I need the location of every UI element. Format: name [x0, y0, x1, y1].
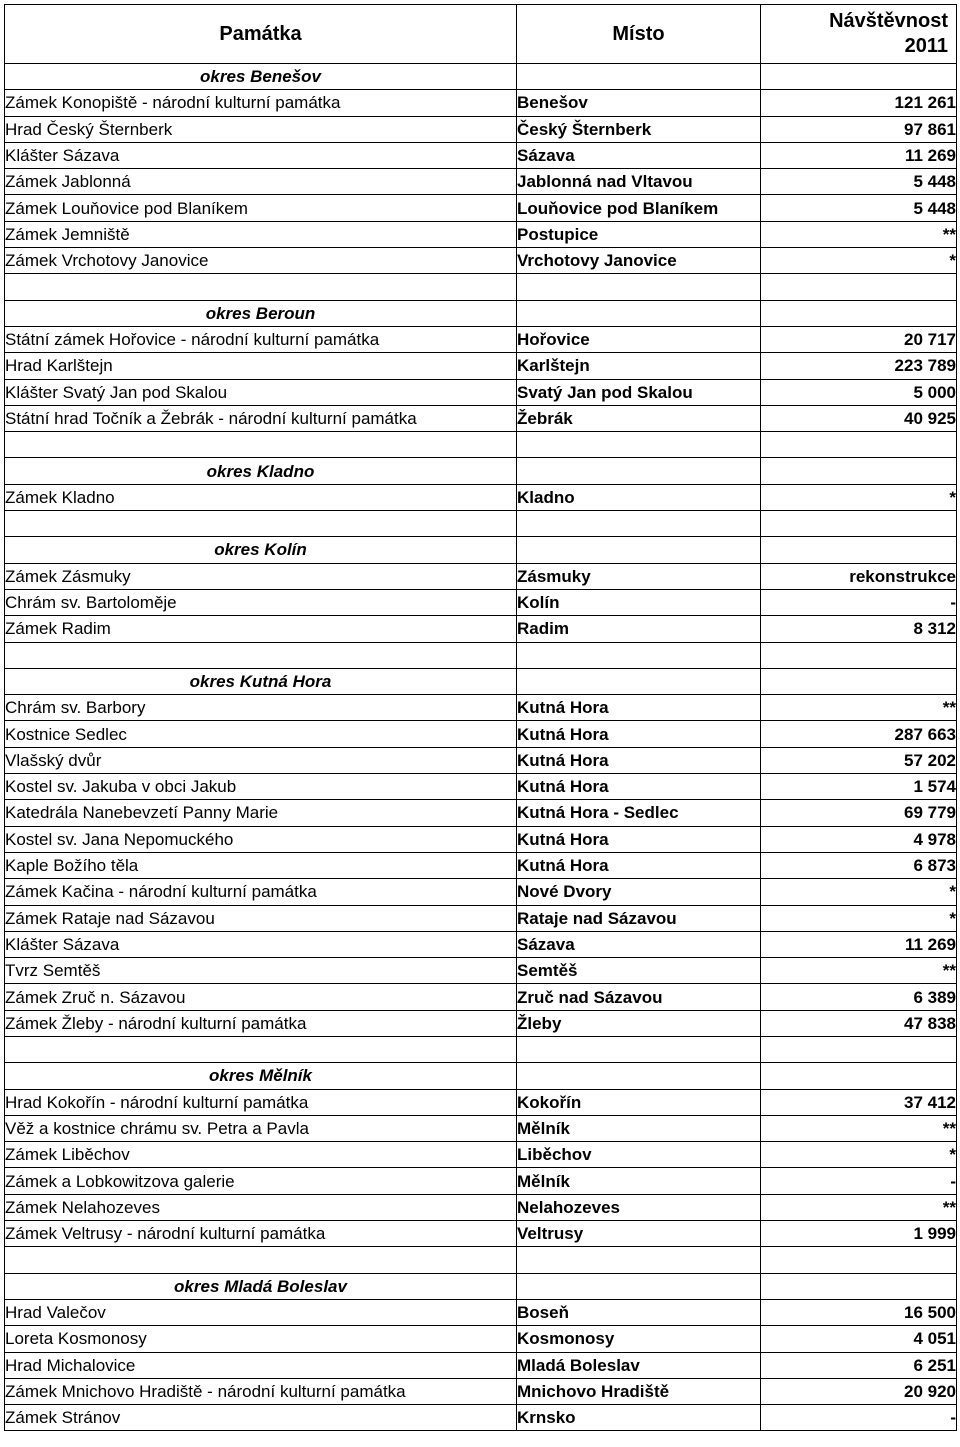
monument-place: Žebrák	[517, 405, 761, 431]
visit-count: 97 861	[761, 116, 957, 142]
monument-name: Zámek Rataje nad Sázavou	[5, 905, 517, 931]
section-visits-cell	[761, 537, 957, 563]
header-row	[5, 5, 957, 64]
monument-name: Kostnice Sedlec	[5, 721, 517, 747]
table-row	[5, 852, 957, 878]
spacer-row	[5, 1036, 957, 1062]
visit-count: 5 448	[761, 169, 957, 195]
monument-name: Kostel sv. Jakuba v obci Jakub	[5, 774, 517, 800]
table-row	[5, 800, 957, 826]
table-row	[5, 1352, 957, 1378]
monument-name: Klášter Sázava	[5, 142, 517, 168]
monument-place: Liběchov	[517, 1142, 761, 1168]
table-row	[5, 616, 957, 642]
visit-count: 47 838	[761, 1010, 957, 1036]
monument-place: Nelahozeves	[517, 1194, 761, 1220]
monument-place: Kutná Hora	[517, 695, 761, 721]
visit-count: *	[761, 248, 957, 274]
spacer-cell	[5, 432, 517, 458]
monument-place: Kutná Hora	[517, 721, 761, 747]
monument-place: Nové Dvory	[517, 879, 761, 905]
table-row	[5, 1326, 957, 1352]
table-row	[5, 1378, 957, 1404]
monument-place: Kutná Hora	[517, 747, 761, 773]
monument-place: Karlštejn	[517, 353, 761, 379]
monument-name: Kostel sv. Jana Nepomuckého	[5, 826, 517, 852]
spacer-cell	[761, 642, 957, 668]
monument-name: Hrad Kokořín - národní kulturní památka	[5, 1089, 517, 1115]
visit-count: 11 269	[761, 142, 957, 168]
visit-count: 20 920	[761, 1378, 957, 1404]
visit-count: **	[761, 221, 957, 247]
table-row	[5, 379, 957, 405]
spacer-row	[5, 1247, 957, 1273]
monument-name: Hrad Karlštejn	[5, 353, 517, 379]
section-place-cell	[517, 300, 761, 326]
monument-place: Mladá Boleslav	[517, 1352, 761, 1378]
monument-name: Zámek Jemniště	[5, 221, 517, 247]
monument-place: Vrchotovy Janovice	[517, 248, 761, 274]
visit-count: 16 500	[761, 1299, 957, 1325]
monument-place: Kutná Hora	[517, 852, 761, 878]
section-visits-cell	[761, 64, 957, 90]
monument-name: Vlašský dvůr	[5, 747, 517, 773]
monument-place: Mnichovo Hradiště	[517, 1378, 761, 1404]
visit-count: 1 574	[761, 774, 957, 800]
monument-place: Radim	[517, 616, 761, 642]
monument-place: Boseň	[517, 1299, 761, 1325]
monument-name: Klášter Sázava	[5, 931, 517, 957]
spacer-row	[5, 642, 957, 668]
monument-name: Chrám sv. Bartoloměje	[5, 589, 517, 615]
section-visits-cell	[761, 1063, 957, 1089]
visit-count: 69 779	[761, 800, 957, 826]
monument-place: Semtěš	[517, 958, 761, 984]
visit-count: *	[761, 905, 957, 931]
monument-place: Kladno	[517, 484, 761, 510]
table-row	[5, 1221, 957, 1247]
spacer-row	[5, 274, 957, 300]
visit-count: **	[761, 1194, 957, 1220]
monument-place: Svatý Jan pod Skalou	[517, 379, 761, 405]
section-title: okres Benešov	[5, 64, 517, 90]
monument-place: Kutná Hora	[517, 774, 761, 800]
section-header-row	[5, 64, 957, 90]
table-row	[5, 879, 957, 905]
monument-place: Benešov	[517, 90, 761, 116]
monument-place: Sázava	[517, 142, 761, 168]
table-row	[5, 1142, 957, 1168]
monument-name: Hrad Michalovice	[5, 1352, 517, 1378]
visit-count: 57 202	[761, 747, 957, 773]
monument-place: Hořovice	[517, 326, 761, 352]
monument-place: Rataje nad Sázavou	[517, 905, 761, 931]
monument-place: Kutná Hora - Sedlec	[517, 800, 761, 826]
table-row	[5, 353, 957, 379]
table-row	[5, 484, 957, 510]
table-row	[5, 589, 957, 615]
spacer-cell	[761, 1247, 957, 1273]
section-visits-cell	[761, 668, 957, 694]
monument-name: Zámek Zruč n. Sázavou	[5, 984, 517, 1010]
visit-count: 1 999	[761, 1221, 957, 1247]
monument-place: Mělník	[517, 1168, 761, 1194]
section-header-row	[5, 300, 957, 326]
monument-place: Český Šternberk	[517, 116, 761, 142]
visit-count: -	[761, 1405, 957, 1431]
header-navstevnost-year: 2011	[904, 35, 948, 57]
spacer-cell	[5, 1247, 517, 1273]
monument-place: Žleby	[517, 1010, 761, 1036]
visit-count: *	[761, 484, 957, 510]
spacer-cell	[517, 1036, 761, 1062]
visit-count: 8 312	[761, 616, 957, 642]
visit-count: 4 978	[761, 826, 957, 852]
visit-count: -	[761, 589, 957, 615]
section-title: okres Kolín	[5, 537, 517, 563]
table-row	[5, 721, 957, 747]
table-row	[5, 169, 957, 195]
visit-count: 6 873	[761, 852, 957, 878]
spacer-cell	[5, 642, 517, 668]
visit-count: 5 448	[761, 195, 957, 221]
visit-count: 6 251	[761, 1352, 957, 1378]
visit-count: 6 389	[761, 984, 957, 1010]
spacer-cell	[761, 1036, 957, 1062]
monument-name: Zámek Jablonná	[5, 169, 517, 195]
section-place-cell	[517, 1063, 761, 1089]
section-header-row	[5, 537, 957, 563]
table-row	[5, 1089, 957, 1115]
monument-place: Kolín	[517, 589, 761, 615]
monument-name: Kaple Božího těla	[5, 852, 517, 878]
section-title: okres Mělník	[5, 1063, 517, 1089]
spacer-cell	[5, 511, 517, 537]
table-row	[5, 221, 957, 247]
visit-count: **	[761, 958, 957, 984]
monument-place: Sázava	[517, 931, 761, 957]
table-row	[5, 774, 957, 800]
visit-count: 121 261	[761, 90, 957, 116]
table-row	[5, 984, 957, 1010]
section-visits-cell	[761, 1273, 957, 1299]
table-row	[5, 1115, 957, 1141]
visit-count: 40 925	[761, 405, 957, 431]
spacer-cell	[5, 274, 517, 300]
monument-place: Louňovice pod Blaníkem	[517, 195, 761, 221]
monument-name: Hrad Valečov	[5, 1299, 517, 1325]
monument-name: Zámek Louňovice pod Blaníkem	[5, 195, 517, 221]
monument-name: Zámek Žleby - národní kulturní památka	[5, 1010, 517, 1036]
table-row	[5, 142, 957, 168]
monument-name: Zámek Konopiště - národní kulturní památka	[5, 90, 517, 116]
table-row	[5, 826, 957, 852]
monument-place: Zásmuky	[517, 563, 761, 589]
visit-count: **	[761, 1115, 957, 1141]
monument-name: Zámek Zásmuky	[5, 563, 517, 589]
section-header-row	[5, 458, 957, 484]
section-place-cell	[517, 1273, 761, 1299]
monument-name: Zámek Nelahozeves	[5, 1194, 517, 1220]
monument-name: Hrad Český Šternberk	[5, 116, 517, 142]
visit-count: rekonstrukce	[761, 563, 957, 589]
header-navstevnost	[761, 5, 957, 64]
table-row	[5, 326, 957, 352]
section-place-cell	[517, 64, 761, 90]
spacer-cell	[5, 1036, 517, 1062]
section-header-row	[5, 1063, 957, 1089]
table-row	[5, 248, 957, 274]
monument-place: Kosmonosy	[517, 1326, 761, 1352]
table-row	[5, 116, 957, 142]
visit-count: -	[761, 1168, 957, 1194]
monument-name: Zámek Vrchotovy Janovice	[5, 248, 517, 274]
visitor-table	[4, 4, 957, 1431]
monument-name: Loreta Kosmonosy	[5, 1326, 517, 1352]
header-navstevnost-line1: Návštěvnost	[829, 10, 948, 32]
table-row	[5, 695, 957, 721]
monument-name: Zámek Kladno	[5, 484, 517, 510]
table-row	[5, 1010, 957, 1036]
spacer-cell	[517, 1247, 761, 1273]
visit-count: 223 789	[761, 353, 957, 379]
monument-name: Zámek Kačina - národní kulturní památka	[5, 879, 517, 905]
monument-place: Kokořín	[517, 1089, 761, 1115]
monument-place: Jablonná nad Vltavou	[517, 169, 761, 195]
visit-count: 4 051	[761, 1326, 957, 1352]
spacer-cell	[761, 432, 957, 458]
section-visits-cell	[761, 300, 957, 326]
table-row	[5, 1168, 957, 1194]
monument-name: Zámek Veltrusy - národní kulturní památka	[5, 1221, 517, 1247]
visit-count: **	[761, 695, 957, 721]
monument-name: Tvrz Semtěš	[5, 958, 517, 984]
visit-count: *	[761, 1142, 957, 1168]
section-title: okres Mladá Boleslav	[5, 1273, 517, 1299]
spacer-row	[5, 511, 957, 537]
monument-place: Postupice	[517, 221, 761, 247]
section-title: okres Kutná Hora	[5, 668, 517, 694]
visit-count: *	[761, 879, 957, 905]
header-misto: Místo	[517, 5, 761, 64]
section-place-cell	[517, 458, 761, 484]
visit-count: 37 412	[761, 1089, 957, 1115]
table-row	[5, 905, 957, 931]
spacer-cell	[761, 274, 957, 300]
visit-count: 20 717	[761, 326, 957, 352]
table-row	[5, 1405, 957, 1431]
section-place-cell	[517, 668, 761, 694]
monument-name: Zámek Mnichovo Hradiště - národní kulturní památka	[5, 1378, 517, 1404]
spacer-cell	[517, 432, 761, 458]
visit-count: 287 663	[761, 721, 957, 747]
table-row	[5, 563, 957, 589]
section-title: okres Kladno	[5, 458, 517, 484]
monument-name: Státní zámek Hořovice - národní kulturní památka	[5, 326, 517, 352]
table-row	[5, 747, 957, 773]
section-place-cell	[517, 537, 761, 563]
header-pamatka: Památka	[5, 5, 517, 64]
table-body	[5, 64, 957, 1431]
monument-place: Kutná Hora	[517, 826, 761, 852]
spacer-row	[5, 432, 957, 458]
table-row	[5, 1299, 957, 1325]
table-row	[5, 195, 957, 221]
table-row	[5, 958, 957, 984]
section-title: okres Beroun	[5, 300, 517, 326]
monument-place: Krnsko	[517, 1405, 761, 1431]
monument-name: Katedrála Nanebevzetí Panny Marie	[5, 800, 517, 826]
table-row	[5, 931, 957, 957]
monument-place: Mělník	[517, 1115, 761, 1141]
monument-place: Zruč nad Sázavou	[517, 984, 761, 1010]
section-header-row	[5, 668, 957, 694]
section-visits-cell	[761, 458, 957, 484]
section-header-row	[5, 1273, 957, 1299]
spacer-cell	[517, 642, 761, 668]
monument-name: Věž a kostnice chrámu sv. Petra a Pavla	[5, 1115, 517, 1141]
monument-name: Zámek Radim	[5, 616, 517, 642]
spacer-cell	[517, 511, 761, 537]
monument-name: Zámek Stránov	[5, 1405, 517, 1431]
monument-place: Veltrusy	[517, 1221, 761, 1247]
spacer-cell	[761, 511, 957, 537]
table-row	[5, 1194, 957, 1220]
monument-name: Chrám sv. Barbory	[5, 695, 517, 721]
spacer-cell	[517, 274, 761, 300]
monument-name: Státní hrad Točník a Žebrák - národní kulturní památka	[5, 405, 517, 431]
monument-name: Klášter Svatý Jan pod Skalou	[5, 379, 517, 405]
monument-name: Zámek Liběchov	[5, 1142, 517, 1168]
table-row	[5, 90, 957, 116]
monument-name: Zámek a Lobkowitzova galerie	[5, 1168, 517, 1194]
table-row	[5, 405, 957, 431]
visit-count: 5 000	[761, 379, 957, 405]
visit-count: 11 269	[761, 931, 957, 957]
